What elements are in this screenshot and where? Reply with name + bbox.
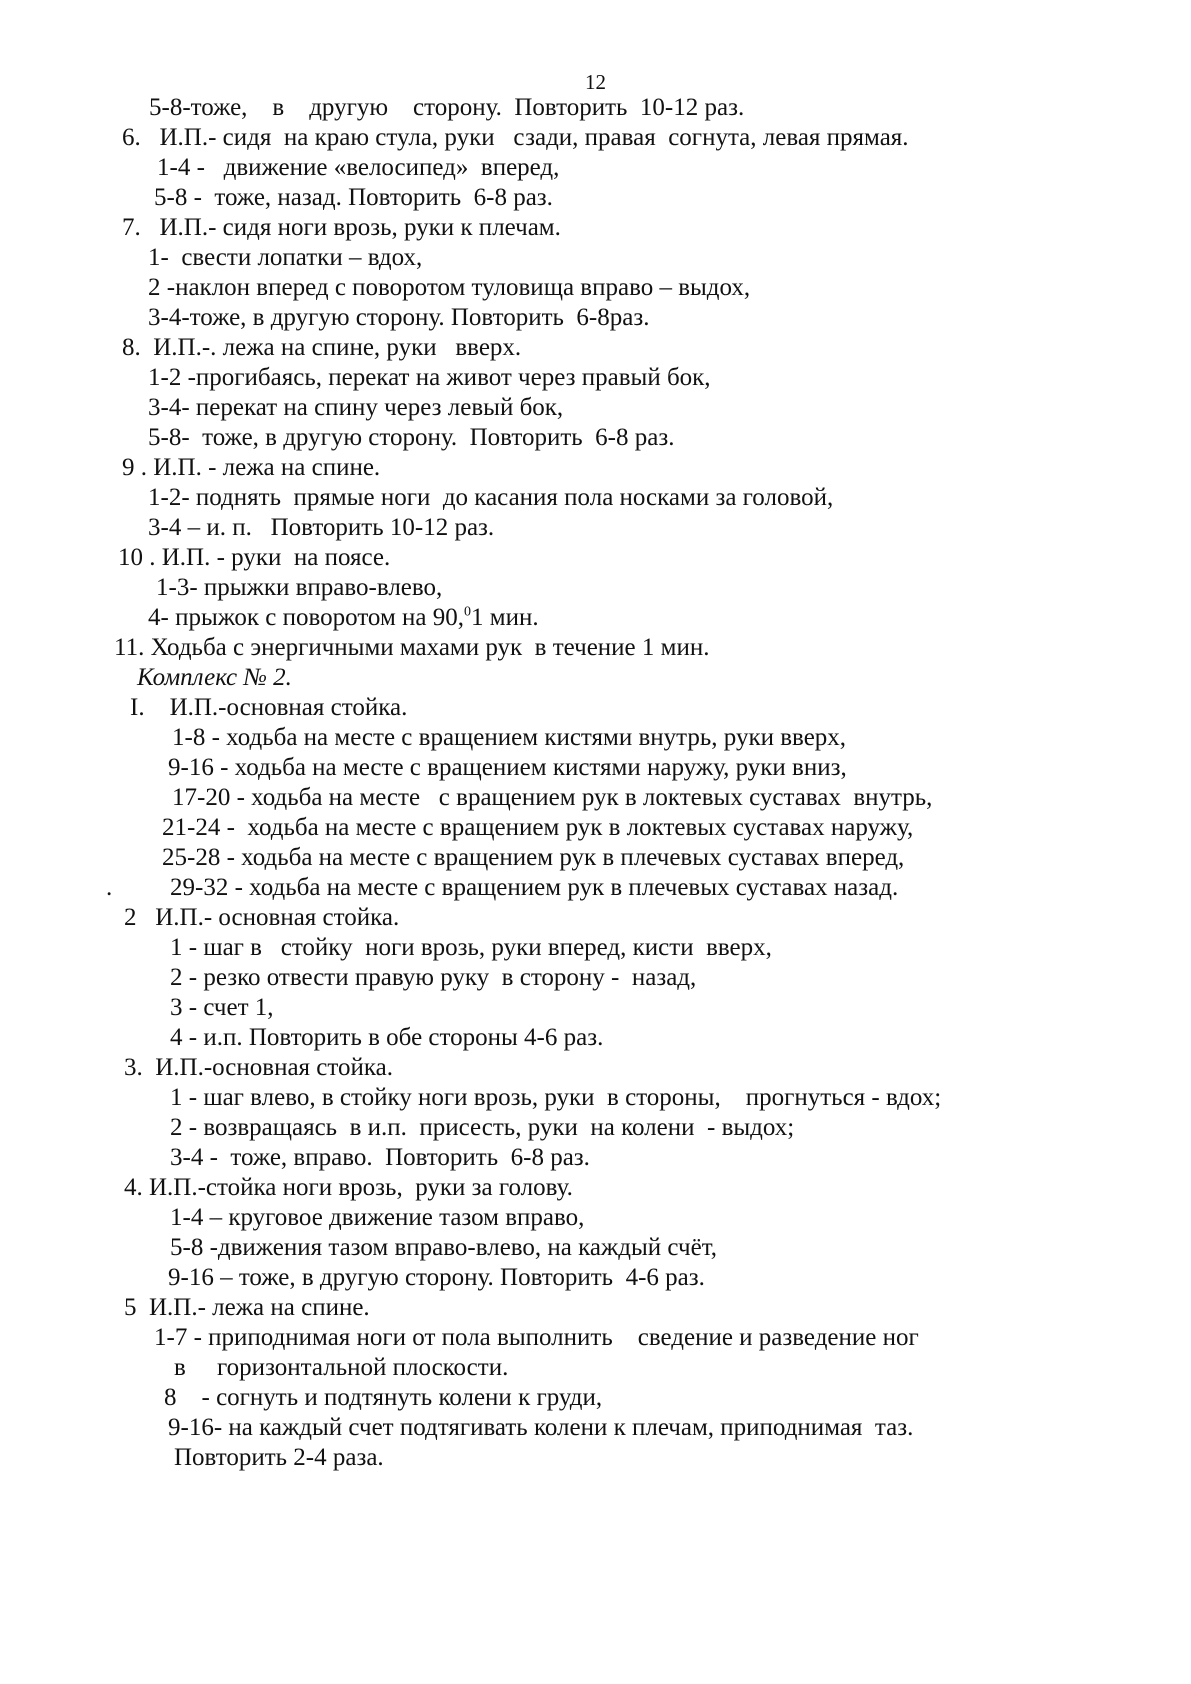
- text-line: 7. И.П.- сидя ноги врозь, руки к плечам.: [122, 214, 561, 241]
- text-line: 1-4 – круговое движение тазом вправо,: [170, 1204, 585, 1231]
- text-line: 3-4- перекат на спину через левый бок,: [148, 394, 564, 421]
- text-line: I. И.П.-основная стойка.: [130, 694, 408, 721]
- stray-dot: .: [106, 874, 113, 901]
- text-line: 2 - возвращаясь в и.п. присесть, руки на колени - выдох;: [170, 1114, 795, 1141]
- text-line: 2 И.П.- основная стойка.: [124, 904, 400, 931]
- text-line: в горизонтальной плоскости.: [174, 1354, 509, 1381]
- text-line: 25-28 - ходьба на месте с вращением рук в плечевых суставах вперед,: [162, 844, 905, 871]
- text-line: 2 -наклон вперед с поворотом туловища вправо – выдох,: [148, 274, 751, 301]
- text-line: Повторить 2-4 раза.: [174, 1444, 384, 1471]
- degree-superscript: 0: [464, 604, 471, 620]
- text-line: 3-4 - тоже, вправо. Повторить 6-8 раз.: [170, 1144, 590, 1171]
- text-line: 5-8 - тоже, назад. Повторить 6-8 раз.: [154, 184, 553, 211]
- text-line: 8 - согнуть и подтянуть колени к груди,: [164, 1384, 603, 1411]
- page-number: 12: [585, 70, 606, 94]
- text-line: 11. Ходьба с энергичными махами рук в течение 1 мин.: [114, 634, 710, 661]
- text-line: 9-16- на каждый счет подтягивать колени к плечам, приподнимая таз.: [168, 1414, 914, 1441]
- section-heading: Комплекс № 2.: [137, 664, 292, 691]
- text-line: 3. И.П.-основная стойка.: [124, 1054, 393, 1081]
- text-line: 1 - шаг влево, в стойку ноги врозь, руки в стороны, прогнуться - вдох;: [170, 1084, 942, 1111]
- text-line: 21-24 - ходьба на месте с вращением рук в локтевых суставах наружу,: [162, 814, 914, 841]
- text-line: 10 . И.П. - руки на поясе.: [118, 544, 391, 571]
- text-line: 3-4 – и. п. Повторить 10-12 раз.: [148, 514, 495, 541]
- text-line: 1 - шаг в стойку ноги врозь, руки вперед, кисти вверх,: [170, 934, 772, 961]
- text-line: 17-20 - ходьба на месте с вращением рук в локтевых суставах внутрь,: [172, 784, 933, 811]
- text-line: 3-4-тоже, в другую сторону. Повторить 6-8раз.: [148, 304, 650, 331]
- text-line: 2 - резко отвести правую руку в сторону - назад,: [170, 964, 697, 991]
- text-line: 1-4 - движение «велосипед» вперед,: [157, 154, 560, 181]
- text-run: 4- прыжок с поворотом на 90,: [148, 604, 464, 631]
- text-line: 6. И.П.- сидя на краю стула, руки сзади, правая согнута, левая прямая.: [122, 124, 909, 151]
- text-line: 4 - и.п. Повторить в обе стороны 4-6 раз.: [170, 1024, 604, 1051]
- text-line: 5 И.П.- лежа на спине.: [124, 1294, 370, 1321]
- text-line: 3 - счет 1,: [170, 994, 274, 1021]
- text-line: 1-2 -прогибаясь, перекат на живот через правый бок,: [148, 364, 711, 391]
- text-line: 9-16 – тоже, в другую сторону. Повторить 4-6 раз.: [168, 1264, 705, 1291]
- text-line: 8. И.П.-. лежа на спине, руки вверх.: [122, 334, 522, 361]
- text-line: 1-7 - приподнимая ноги от пола выполнить сведение и разведение ног: [154, 1324, 919, 1351]
- text-line: 1-2- поднять прямые ноги до касания пола носками за головой,: [148, 484, 834, 511]
- text-line: 4. И.П.-стойка ноги врозь, руки за голову.: [124, 1174, 573, 1201]
- text-line: 1- свести лопатки – вдох,: [148, 244, 423, 271]
- text-line: 9 . И.П. - лежа на спине.: [122, 454, 381, 481]
- text-line: 1-3- прыжки вправо-влево,: [156, 574, 443, 601]
- text-line: 1-8 - ходьба на месте с вращением кистями внутрь, руки вверх,: [172, 724, 847, 751]
- text-line: 5-8 -движения тазом вправо-влево, на каждый счёт,: [170, 1234, 717, 1261]
- text-line: 5-8-тоже, в другую сторону. Повторить 10-12 раз.: [149, 94, 745, 121]
- text-line: [148, 603, 539, 633]
- text-line: 29-32 - ходьба на месте с вращением рук в плечевых суставах назад.: [170, 874, 899, 901]
- text-run: 1 мин.: [471, 604, 539, 631]
- text-line: 9-16 - ходьба на месте с вращением кистями наружу, руки вниз,: [168, 754, 847, 781]
- text-line: 5-8- тоже, в другую сторону. Повторить 6-8 раз.: [148, 424, 675, 451]
